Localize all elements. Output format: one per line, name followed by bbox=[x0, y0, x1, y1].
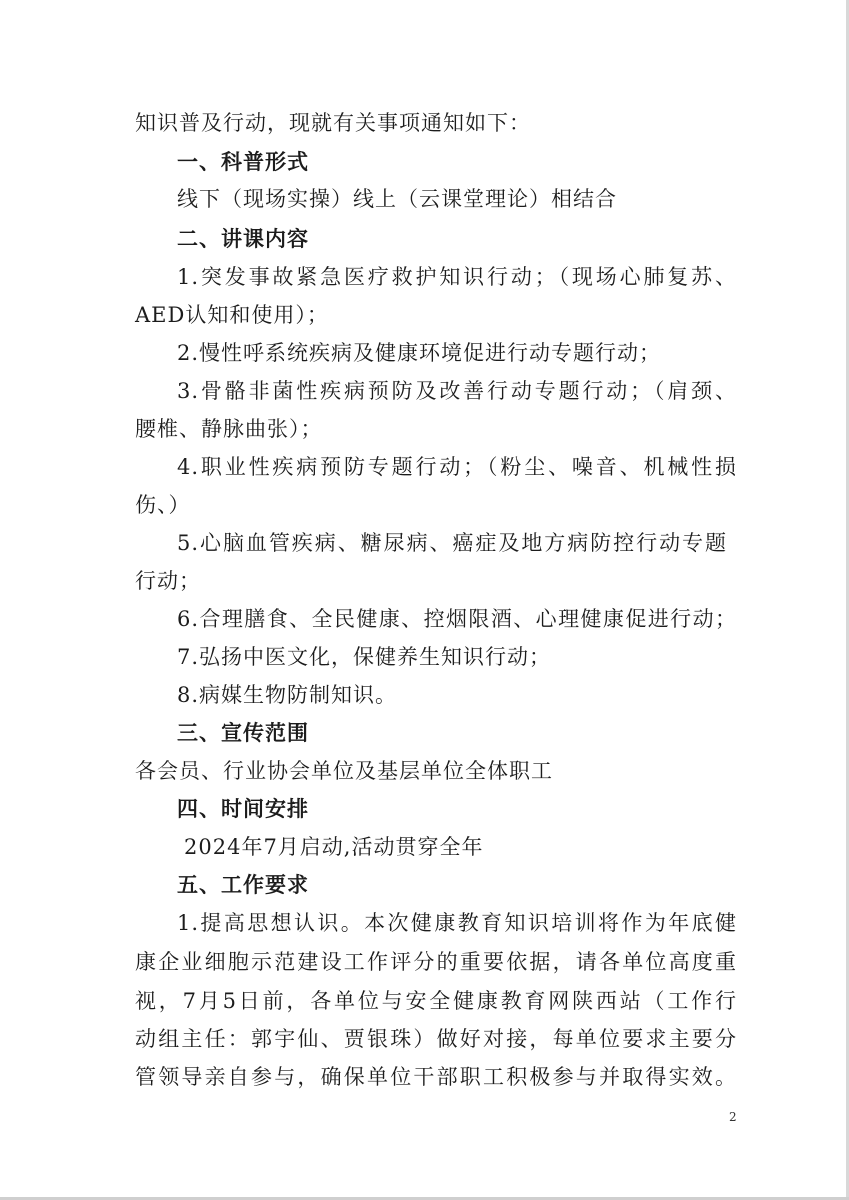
requirements-line-2: 康企业细胞示范建设工作评分的重要依据，请各单位高度重 bbox=[135, 950, 737, 974]
content-item-6: 6.合理膳食、全民健康、控烟限酒、心理健康促进行动； bbox=[177, 607, 737, 631]
content-item-7: 7.弘扬中医文化，保健养生知识行动； bbox=[177, 645, 552, 669]
section-heading-requirements: 五、工作要求 bbox=[177, 873, 309, 897]
content-item-1-line-1: 1.突发事故紧急医疗救护知识行动；（现场心肺复苏、 bbox=[177, 265, 737, 289]
content-item-1-line-2: AED认知和使用）； bbox=[135, 303, 329, 327]
requirements-line-5: 管领导亲自参与，确保单位干部职工积极参与并取得实效。 bbox=[135, 1065, 737, 1089]
content-item-3-line-1: 3.骨骼非菌性疾病预防及改善行动专题行动；（肩颈、 bbox=[177, 379, 737, 403]
section-text-schedule: 2024年7月启动,活动贯穿全年 bbox=[184, 835, 484, 859]
content-item-4-line-2: 伤、） bbox=[135, 493, 191, 517]
content-item-5-line-2: 行动； bbox=[135, 569, 201, 593]
content-item-4-line-1: 4.职业性疾病预防专题行动；（粉尘、噪音、机械性损 bbox=[177, 455, 737, 479]
content-item-3-line-2: 腰椎、静脉曲张）； bbox=[135, 417, 323, 441]
section-text-form: 线下（现场实操）线上（云课堂理论）相结合 bbox=[177, 187, 617, 211]
section-heading-scope: 三、宣传范围 bbox=[177, 721, 309, 745]
requirements-line-4: 动组主任：郭宇仙、贾银珠）做好对接，每单位要求主要分 bbox=[135, 1027, 737, 1051]
content-item-5-line-1: 5.心脑血管疾病、糖尿病、癌症及地方病防控行动专题 bbox=[177, 531, 727, 555]
content-item-2: 2.慢性呼系统疾病及健康环境促进行动专题行动； bbox=[177, 341, 662, 365]
requirements-line-1: 1.提高思想认识。本次健康教育知识培训将作为年底健 bbox=[177, 911, 737, 935]
intro-line: 知识普及行动，现就有关事项通知如下： bbox=[135, 111, 531, 135]
section-heading-schedule: 四、时间安排 bbox=[177, 797, 309, 821]
page-number: 2 bbox=[729, 1110, 737, 1124]
content-item-8: 8.病媒生物防制知识。 bbox=[177, 683, 398, 707]
section-heading-form: 一、科普形式 bbox=[177, 150, 309, 174]
section-text-scope: 各会员、行业协会单位及基层单位全体职工 bbox=[135, 759, 553, 783]
requirements-line-3: 视，7月5日前，各单位与安全健康教育网陕西站（工作行 bbox=[135, 989, 737, 1013]
section-heading-content: 二、讲课内容 bbox=[177, 227, 309, 251]
